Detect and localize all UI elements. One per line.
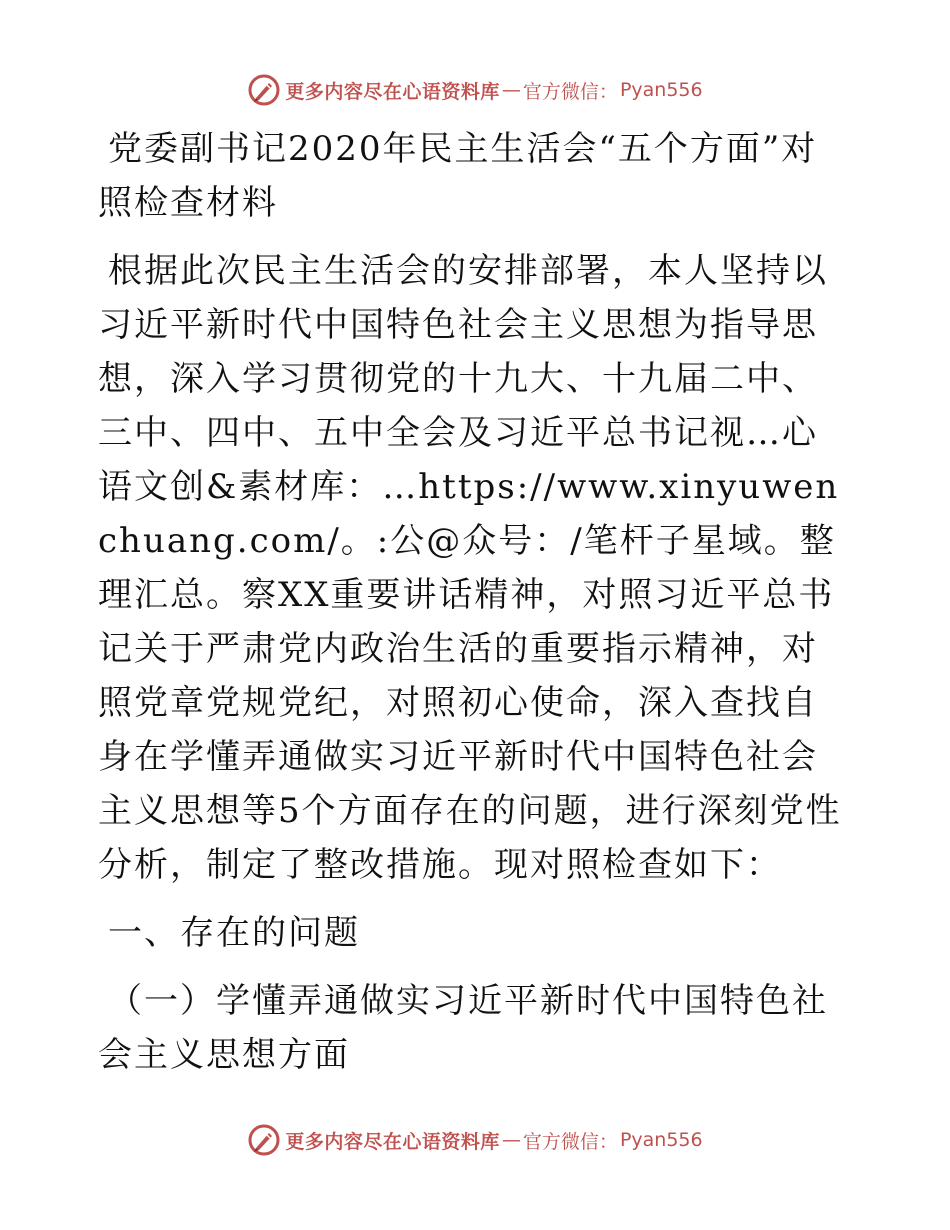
watermark-header [0,68,950,112]
watermark-sub-text: 官方微信： [522,1130,618,1153]
intro-paragraph: 根据此次民主生活会的安排部署，本人坚持以习近平新时代中国特色社会主义思想为指导思想，深入学习贯彻党的十九大、十九届二中、三中、四中、五中全会及习近平总书记视…心语文创&素材库：…https://www.xinyuwenchuang.com/。:公@众号：/笔杆子星域。整理汇总。察XX重要讲话精神，对照习近平总书记关于严肃党内政治生活的重要指示精神，对照党章党规党纪，对照初心使命，深入查找自身在学懂弄通做实习近平新时代中国特色社会主义思想等5个方面存在的问题，进行深刻党性分析，制定了整改措施。现对照检查如下： [98,251,842,885]
document-title: 党委副书记2020年民主生活会“五个方面”对照检查材料 [98,129,818,223]
pen-logo-icon [247,1123,281,1157]
watermark-separator: — [501,1129,521,1151]
watermark-sub-text: 官方微信： [522,80,618,103]
watermark-main-text: 更多内容尽在心语资料库 [285,80,500,103]
watermark-separator: — [501,79,521,101]
subsection-heading-theory: （一）学懂弄通做实习近平新时代中国特色社会主义思想方面 [98,981,828,1075]
pen-logo-icon [247,73,281,107]
section-heading-problems: 一、存在的问题 [108,913,360,953]
watermark-wechat-id: Pyan556 [619,79,703,101]
watermark-main-text: 更多内容尽在心语资料库 [285,1130,500,1153]
watermark-wechat-id: Pyan556 [619,1129,703,1151]
document-body [98,122,850,1082]
watermark-footer [0,1118,950,1162]
